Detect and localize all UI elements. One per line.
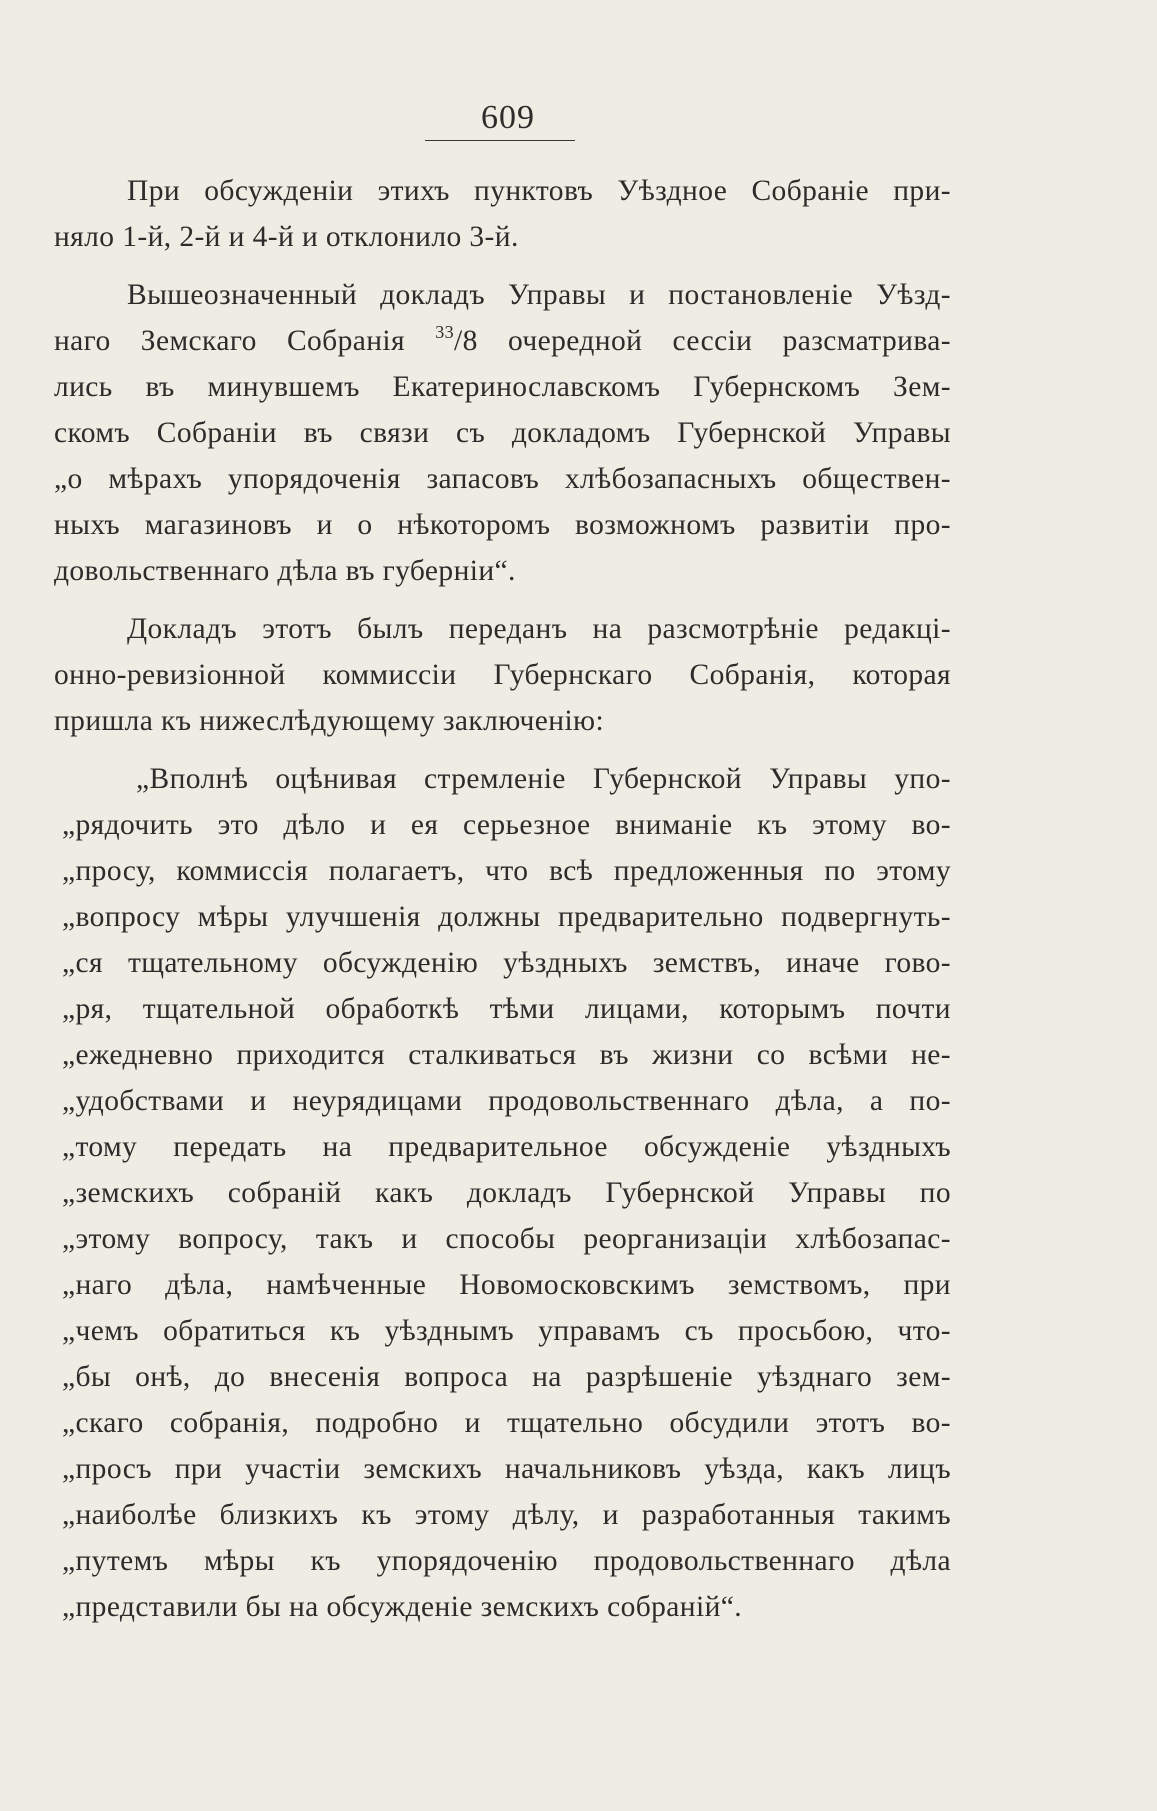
session-fraction xyxy=(435,322,478,357)
text-line: „этому вопросу, такъ и способы реорганизаціи хлѣбозапас- xyxy=(62,1223,951,1255)
fraction-denominator: /8 xyxy=(454,325,478,357)
text-line: Докладъ этотъ былъ переданъ на разсмотрѣніе редакці- xyxy=(127,613,951,645)
text-line: „представили бы на обсужденіе земскихъ собраній“. xyxy=(62,1591,743,1623)
text-fragment: сессіи разсматрива- xyxy=(672,325,952,357)
page-number-rule xyxy=(425,140,575,141)
text-line: „чемъ обратиться къ уѣзднымъ управамъ съ просьбою, что- xyxy=(62,1315,951,1347)
text-fragment: очередной xyxy=(507,325,643,357)
text-line: „наиболѣе близкихъ къ этому дѣлу, и разработанныя такимъ xyxy=(62,1499,951,1531)
text-line: онно-ревизіонной коммиссіи Губернскаго Собранія, которая xyxy=(54,659,951,691)
text-line: „просу, коммиссія полагаетъ, что всѣ предложенныя по этому xyxy=(62,855,951,887)
text-line: „наго дѣла, намѣченные Новомосковскимъ земствомъ, при xyxy=(62,1269,951,1301)
paragraph xyxy=(54,168,951,260)
text-line: Вышеозначенный докладъ Управы и постановленіе Уѣзд- xyxy=(127,279,951,311)
text-line: довольственнаго дѣла въ губерніи“. xyxy=(54,555,516,587)
text-line: „бы онѣ, до внесенія вопроса на разрѣшеніе уѣзднаго зем- xyxy=(62,1361,951,1393)
text-line: „просъ при участіи земскихъ начальниковъ уѣзда, какъ лицъ xyxy=(62,1453,951,1485)
text-fragment: наго Земскаго Собранія xyxy=(54,325,405,357)
text-line: „о мѣрахъ упорядоченія запасовъ хлѣбозапасныхъ обществен- xyxy=(54,463,951,495)
text-line: „вопросу мѣры улучшенія должны предварительно подвергнуть- xyxy=(62,901,951,933)
text-line: „путемъ мѣры къ упорядоченію продовольственнаго дѣла xyxy=(62,1545,951,1577)
text-line: лись въ минувшемъ Екатеринославскомъ Губернскомъ Зем- xyxy=(54,371,951,403)
paragraph xyxy=(54,272,951,594)
fraction-numerator: 33 xyxy=(435,322,455,342)
text-line: „рядочить это дѣло и ея серьезное вниманіе къ этому во- xyxy=(62,809,951,841)
text-line: няло 1-й, 2-й и 4-й и отклонило 3-й. xyxy=(54,221,519,253)
text-line: При обсужденіи этихъ пунктовъ Уѣздное Собраніе при- xyxy=(127,175,951,207)
text-line: ныхъ магазиновъ и о нѣкоторомъ возможномъ развитіи про- xyxy=(54,509,951,541)
text-line: „скаго собранія, подробно и тщательно обсудили этотъ во- xyxy=(62,1407,951,1439)
text-line-with-fraction xyxy=(54,318,951,364)
page-number: 609 xyxy=(481,99,535,136)
text-line: „удобствами и неурядицами продовольственнаго дѣла, а по- xyxy=(62,1085,951,1117)
quoted-paragraph xyxy=(54,756,951,1630)
text-line: „ся тщательному обсужденію уѣздныхъ земствъ, иначе гово- xyxy=(62,947,951,979)
text-line: „тому передать на предварительное обсужденіе уѣздныхъ xyxy=(62,1131,951,1163)
text-line: „земскихъ собраній какъ докладъ Губернской Управы по xyxy=(62,1177,951,1209)
text-line: скомъ Собраніи въ связи съ докладомъ Губернской Управы xyxy=(54,417,951,449)
text-line: „Вполнѣ оцѣнивая стремленіе Губернской Управы упо- xyxy=(136,763,951,795)
text-line: „ря, тщательной обработкѣ тѣми лицами, которымъ почти xyxy=(62,993,951,1025)
paragraph xyxy=(54,606,951,744)
page-body xyxy=(54,168,951,1630)
text-line: „ежедневно приходится сталкиваться въ жизни со всѣми не- xyxy=(62,1039,951,1071)
text-line: пришла къ нижеслѣдующему заключенію: xyxy=(54,705,605,737)
